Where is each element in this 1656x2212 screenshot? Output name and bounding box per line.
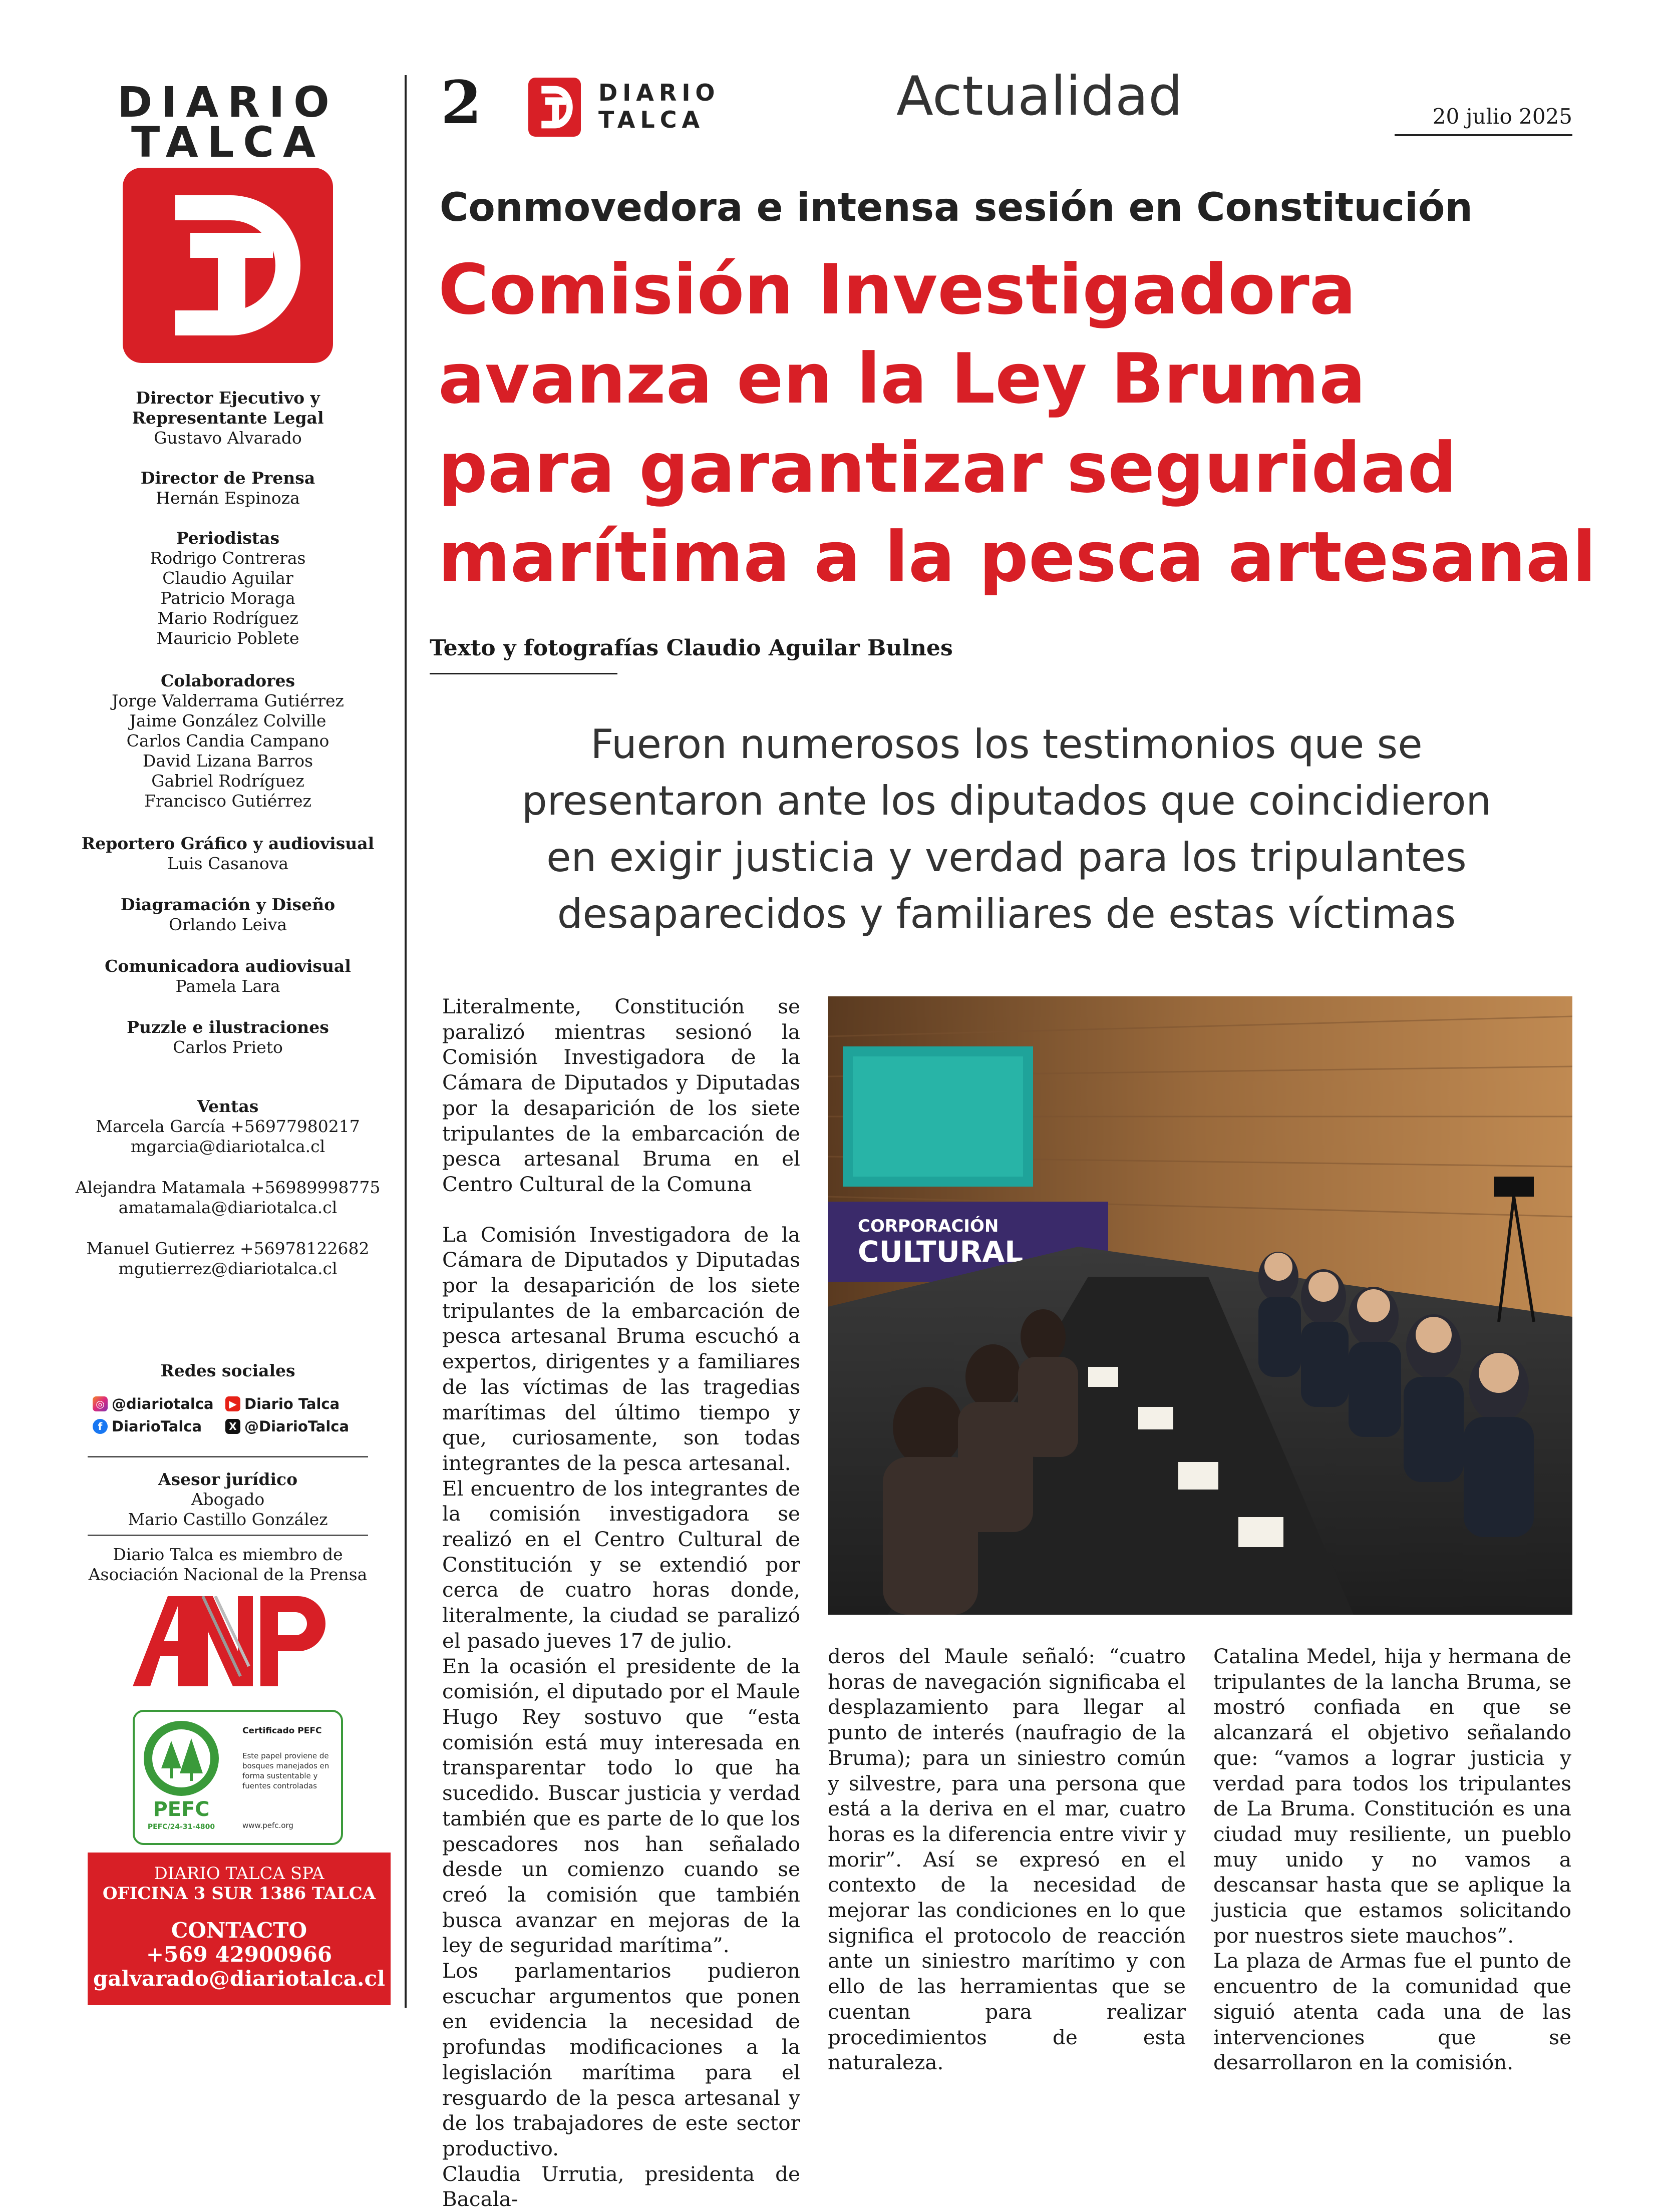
social-title-wrap: [75, 1361, 381, 1381]
staff-name: David Lizana Barros: [142, 751, 313, 771]
social-youtube[interactable]: [225, 1395, 340, 1412]
staff-name: Gustavo Alvarado: [154, 428, 302, 448]
deck-line: desaparecidos y familiares de estas víctimas: [557, 891, 1456, 937]
youtube-icon: ▶: [225, 1396, 240, 1411]
social-x[interactable]: [225, 1418, 349, 1435]
staff-name: Pamela Lara: [175, 976, 280, 996]
pefc-tree-icon: [144, 1721, 219, 1796]
member-line: Asociación Nacional de la Prensa: [88, 1565, 368, 1584]
member-line: Diario Talca es miembro de: [113, 1545, 343, 1564]
legal-line: Abogado: [191, 1490, 265, 1509]
article-paragraph: deros del Maule señaló: “cuatro horas de navegación significaba el desplazamiento para llegar al punto de interés (naufragio de la Bruma); para un siniestro común y silvestre, para una persona que está a la deriva en el mar, cuatro horas es la diferencia entre vivir y morir”. Así se expresó en el contexto de la necesidad de mejorar las condiciones en lo que significa el protocolo de reacción ante un siniestro marítimo y con ello de las herramientas que se cuentan para realizar procedimientos de esta naturaleza.: [828, 1644, 1186, 2075]
staff-name: Hernán Espinoza: [156, 488, 300, 508]
contact-label: CONTACTO: [171, 1918, 307, 1943]
pefc-text: [242, 1751, 329, 1791]
contact-address: OFICINA 3 SUR 1386 TALCA: [102, 1884, 376, 1904]
article-photo: [828, 996, 1572, 1615]
staff-name: Jorge Valderrama Gutiérrez: [112, 691, 344, 710]
staff-name: Carlos Prieto: [173, 1037, 283, 1057]
article-paragraph: Catalina Medel, hija y hermana de tripulantes de la lancha Bruma, se mostró confiada en que se alcanzará el objetivo señalando que: “vamos a lograr justicia y verdad para todos los tripulantes de La Bruma. Constitución es una ciudad muy resiliente, un pueblo muy unido y no vamos a descansar hasta que se aplique la justicia que estamos solicitando por nuestros siete mauchos”.: [1213, 1644, 1571, 1948]
issue-date: 20 julio 2025: [1432, 104, 1572, 129]
staff-puzzle: [75, 1017, 381, 1057]
staff-comunicadora: [75, 956, 381, 996]
article-kicker: Conmovedora e intensa sesión en Constitución: [440, 185, 1473, 230]
social-youtube-handle: Diario Talca: [244, 1395, 340, 1412]
article-deck: [441, 716, 1572, 942]
ventas-contact-name: Alejandra Matamala +56989998775: [75, 1178, 381, 1197]
section-title: Actualidad: [896, 65, 1183, 128]
column-divider: [405, 75, 407, 2008]
pefc-code: PEFC/24-31-4800: [147, 1823, 215, 1831]
facebook-icon: f: [93, 1419, 108, 1434]
ventas-block: [75, 1096, 381, 1279]
anp-logo: [133, 1596, 333, 1689]
staff-name: Orlando Leiva: [168, 915, 287, 934]
article-paragraph: Claudia Urrutia, presidenta de Bacala-: [442, 2161, 800, 2211]
staff-name: Mauricio Poblete: [156, 628, 299, 648]
date-underline: [1395, 134, 1572, 136]
legal-line: Mario Castillo González: [128, 1510, 328, 1529]
contact-box: [88, 1853, 391, 2005]
article-paragraph: En la ocasión el presidente de la comisión, el diputado por el Maule Hugo Rey sostuvo que “esta comisión está muy interesada en transparentar todo lo que ha sucedido. Buscar justicia y verdad también que es parte de lo que los pescadores nos han señalado desde un comienzo cuando se creó la comisión que también busca avanzar en mejoras de la ley de seguridad marítima”.: [442, 1654, 800, 1958]
byline-underline: [430, 673, 617, 674]
staff-role: Representante Legal: [132, 408, 324, 428]
photo-banner-line1: CORPORACIÓN: [858, 1216, 999, 1236]
staff-director-prensa: [75, 468, 381, 508]
pefc-text-line: Este papel proviene de: [242, 1751, 329, 1760]
staff-name: Claudio Aguilar: [162, 568, 293, 588]
pefc-text-line: forma sustentable y: [242, 1771, 318, 1780]
article-paragraph: La Comisión Investigadora de la Cámara de Diputados y Diputadas por la desaparición de los siete tripulantes de la embarcación de pesca artesanal Bruma escuchó a expertos, dirigentes y a familiares de las víctimas de las tragedias marítimas del último tiempo y que, curiosamente, son todas integrantes de la pesca artesanal.: [442, 1222, 800, 1475]
staff-role: Periodistas: [176, 528, 280, 548]
header-logo: [528, 78, 581, 137]
social-instagram-handle: @diariotalca: [112, 1395, 214, 1412]
article-column-1: [442, 994, 800, 2212]
article-paragraph: Literalmente, Constitución se paralizó mientras sesionó la Comisión Investigadora de la Cámara de Diputados y Diputadas por la desaparición de los siete tripulantes de la embarcación de pesca artesanal Bruma en el Centro Cultural de la Comuna: [442, 994, 800, 1196]
staff-name: Jaime González Colville: [129, 711, 326, 730]
contact-company: DIARIO TALCA SPA: [154, 1864, 324, 1884]
pefc-brand: PEFC: [153, 1798, 210, 1821]
pefc-text-line: bosques manejados en: [242, 1761, 329, 1770]
ventas-contact-email[interactable]: amatamala@diariotalca.cl: [118, 1198, 338, 1217]
article-column-3: [1213, 1644, 1571, 2075]
pefc-text-line: fuentes controladas: [242, 1781, 317, 1790]
legal-block: [75, 1469, 381, 1530]
article-paragraph: La plaza de Armas fue el punto de encuentro de la comunidad que siguió atenta cada una de las intervenciones que se desarrollaron en la comisión.: [1213, 1949, 1571, 2075]
instagram-icon: ◎: [93, 1396, 108, 1411]
deck-line: en exigir justicia y verdad para los tripulantes: [546, 834, 1467, 881]
deck-line: presentaron ante los diputados que coincidieron: [521, 778, 1492, 824]
contact-email[interactable]: galvarado@diariotalca.cl: [93, 1966, 386, 1991]
ventas-contact-email[interactable]: mgutierrez@diariotalca.cl: [118, 1259, 338, 1278]
staff-name: Carlos Candia Campano: [126, 731, 329, 751]
staff-director-ejecutivo: [75, 388, 381, 448]
ventas-title: Ventas: [197, 1096, 259, 1116]
headline-line: Comisión Investigadora: [438, 249, 1356, 330]
header-brand-line1: DIARIO: [598, 79, 720, 106]
staff-role: Reportero Gráfico y audiovisual: [81, 834, 375, 853]
ventas-contact-name: Marcela García +56977980217: [96, 1117, 360, 1136]
article-headline: [438, 245, 1600, 602]
headline-line: avanza en la Ley Bruma: [438, 338, 1366, 419]
social-instagram[interactable]: [93, 1395, 214, 1412]
staff-name: Mario Rodríguez: [157, 608, 298, 628]
contact-phone[interactable]: +569 42900966: [146, 1942, 333, 1967]
header-brand: [598, 79, 720, 133]
diario-talca-logo: [123, 168, 333, 363]
ventas-contact-email[interactable]: mgarcia@diariotalca.cl: [130, 1137, 325, 1156]
headline-line: para garantizar seguridad: [438, 428, 1457, 508]
staff-role: Comunicadora audiovisual: [105, 956, 351, 976]
social-title: Redes sociales: [160, 1361, 295, 1380]
staff-periodistas: [75, 528, 381, 648]
staff-role: Puzzle e ilustraciones: [127, 1017, 329, 1037]
social-facebook-handle: DiarioTalca: [112, 1418, 202, 1435]
staff-diagramacion: [75, 895, 381, 935]
staff-reportero: [75, 834, 381, 874]
pefc-title: Certificado PEFC: [242, 1726, 322, 1736]
article-paragraph: El encuentro de los integrantes de la comisión investigadora se realizó en el Centro Cultural de Constitución y se extendió por cerca de cuatro horas donde, literalmente, la ciudad se paralizó el pasado jueves 17 de julio.: [442, 1476, 800, 1653]
sidebar-brand-line2: TALCA: [131, 118, 324, 167]
masthead-sidebar: [75, 75, 386, 2008]
headline-line: marítima a la pesca artesanal: [438, 517, 1596, 597]
staff-name: Rodrigo Contreras: [150, 548, 306, 568]
staff-colaboradores: [75, 671, 381, 811]
page-number: 2: [441, 68, 482, 137]
x-icon: X: [225, 1419, 240, 1434]
article-byline: Texto y fotografías Claudio Aguilar Bulnes: [430, 635, 953, 661]
social-facebook[interactable]: [93, 1418, 202, 1435]
article-column-2: [828, 1644, 1186, 2075]
social-x-handle: @DiarioTalca: [244, 1418, 350, 1435]
staff-name: Francisco Gutiérrez: [144, 791, 311, 811]
article-paragraph: Los parlamentarios pudieron escuchar argumentos que ponen en evidencia la necesidad de profundas modificaciones a la legislación marítima para el resguardo de la pesca artesanal y de los trabajadores de este sector productivo.: [442, 1959, 800, 2160]
staff-role: Diagramación y Diseño: [120, 895, 336, 914]
sidebar-divider: [88, 1535, 368, 1536]
staff-role: Director de Prensa: [140, 468, 315, 488]
pefc-url[interactable]: www.pefc.org: [242, 1821, 293, 1830]
ventas-contact-name: Manuel Gutierrez +56978122682: [86, 1239, 370, 1258]
header-brand-line2: TALCA: [598, 106, 705, 133]
legal-title: Asesor jurídico: [158, 1469, 298, 1489]
photo-banner-line2: CULTURAL: [858, 1235, 1024, 1269]
sidebar-divider: [88, 1456, 368, 1457]
deck-line: Fueron numerosos los testimonios que se: [590, 721, 1423, 768]
staff-name: Patricio Moraga: [160, 588, 295, 608]
staff-name: Gabriel Rodríguez: [151, 771, 304, 791]
member-block: [75, 1545, 381, 1585]
staff-name: Luis Casanova: [167, 854, 289, 873]
pefc-certificate: [133, 1710, 343, 1845]
staff-role: Colaboradores: [160, 671, 295, 690]
staff-role: Director Ejecutivo y: [136, 388, 320, 408]
sidebar-brand-line1: DIARIO: [117, 78, 339, 127]
